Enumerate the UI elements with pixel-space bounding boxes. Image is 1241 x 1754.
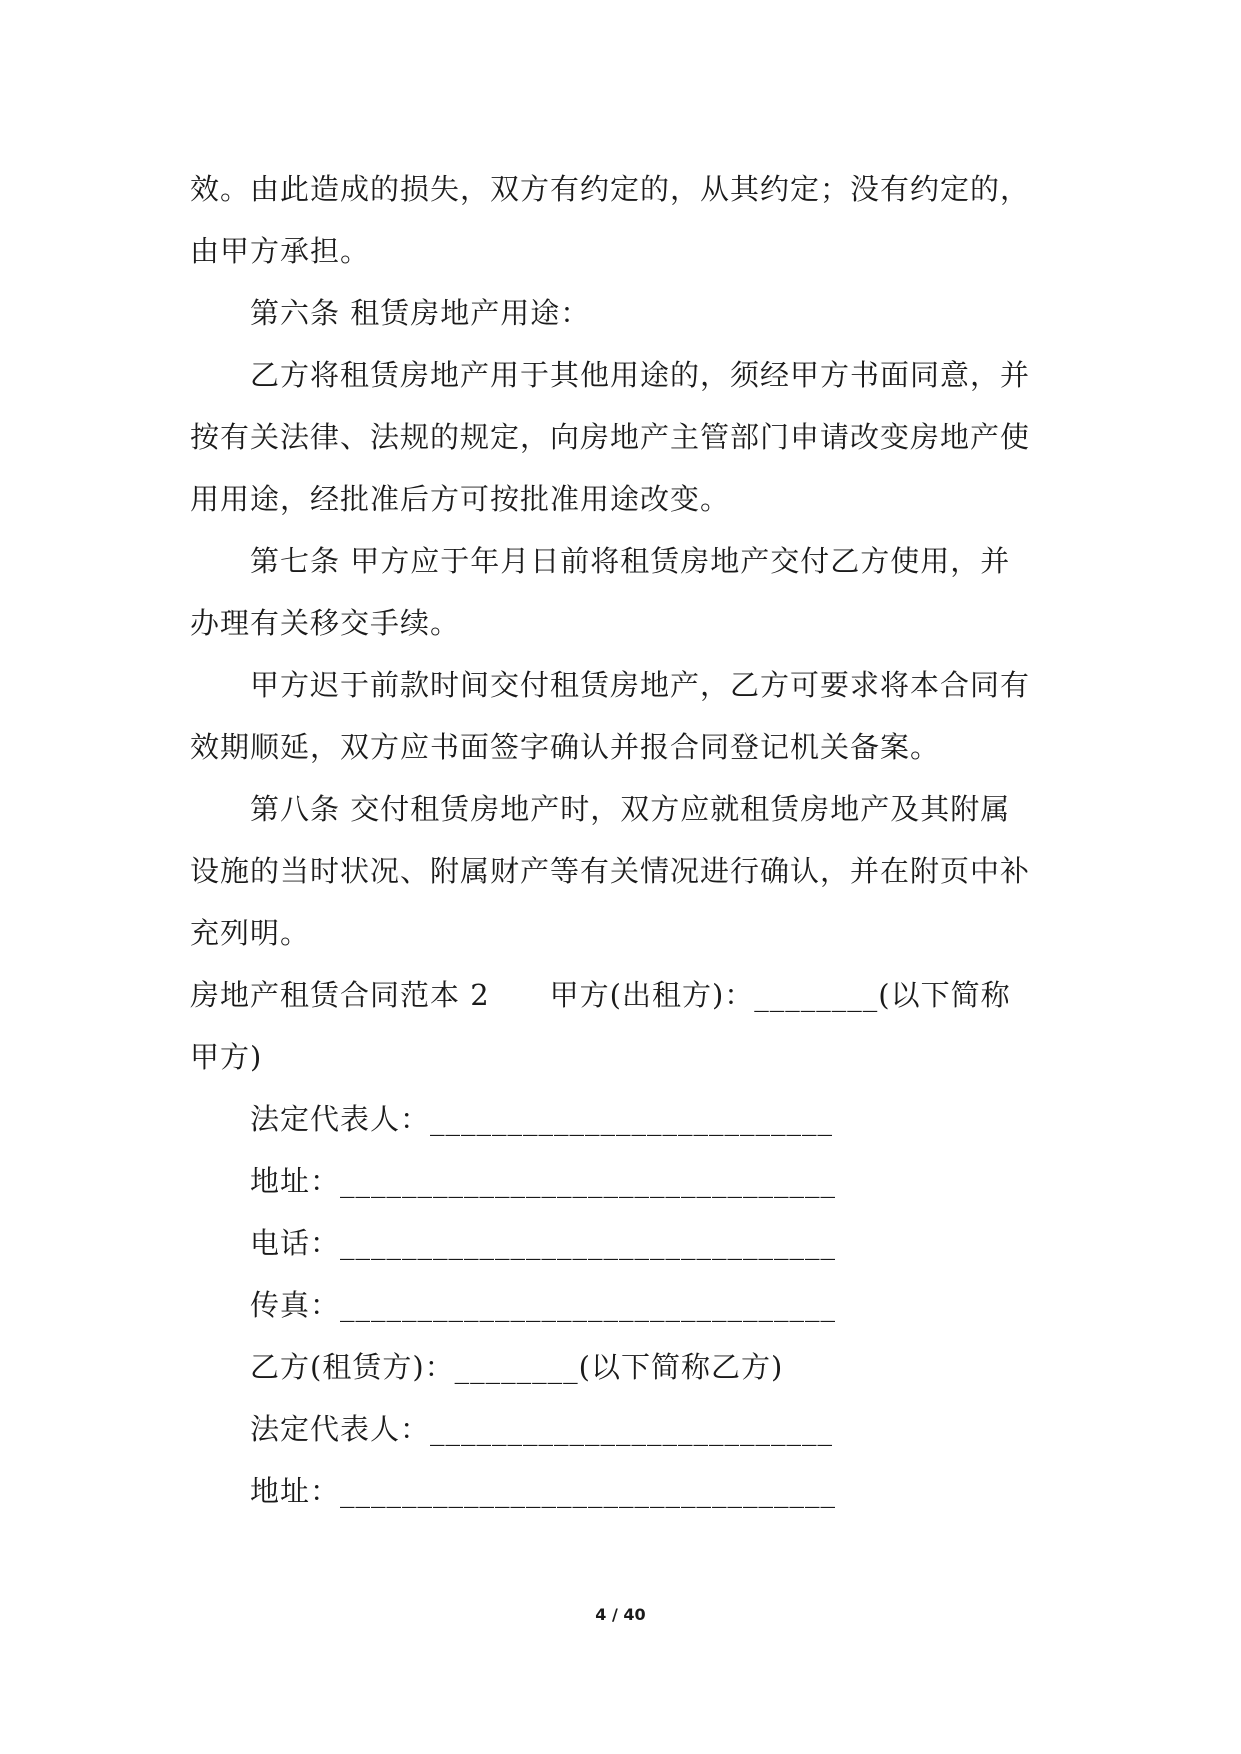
paragraph-line: 效。由此造成的损失，双方有约定的，从其约定；没有约定的， bbox=[190, 172, 1031, 206]
paragraph-line: 甲方) bbox=[190, 1040, 263, 1074]
paragraph-line: 设施的当时状况、附属财产等有关情况进行确认，并在附页中补 bbox=[190, 854, 1031, 888]
form-field-legal-representative: 法定代表人：__________________________ bbox=[250, 1412, 834, 1446]
contract-title-line: 房地产租赁合同范本 2 甲方(出租方)：________(以下简称 bbox=[190, 978, 1011, 1012]
article-heading: 第八条 交付租赁房地产时，双方应就租赁房地产及其附属 bbox=[250, 792, 1011, 826]
document-body bbox=[190, 158, 1050, 1522]
form-field-address: 地址：________________________________ bbox=[250, 1474, 837, 1508]
form-field-legal-representative: 法定代表人：__________________________ bbox=[250, 1102, 834, 1136]
paragraph-line: 乙方将租赁房地产用于其他用途的，须经甲方书面同意，并 bbox=[250, 358, 1031, 392]
article-heading: 第七条 甲方应于年月日前将租赁房地产交付乙方使用，并 bbox=[250, 544, 1011, 578]
form-field-address: 地址：________________________________ bbox=[250, 1164, 837, 1198]
article-heading: 第六条 租赁房地产用途： bbox=[250, 296, 591, 330]
paragraph-line: 充列明。 bbox=[190, 916, 311, 950]
form-field-phone: 电话：________________________________ bbox=[250, 1226, 837, 1260]
paragraph-line: 用用途，经批准后方可按批准用途改变。 bbox=[190, 482, 731, 516]
paragraph-line: 办理有关移交手续。 bbox=[190, 606, 461, 640]
paragraph-line: 按有关法律、法规的规定，向房地产主管部门申请改变房地产使 bbox=[190, 420, 1031, 454]
form-field-fax: 传真：________________________________ bbox=[250, 1288, 837, 1322]
paragraph-line: 由甲方承担。 bbox=[190, 234, 371, 268]
paragraph-line: 效期顺延，双方应书面签字确认并报合同登记机关备案。 bbox=[190, 730, 941, 764]
form-field-party-b: 乙方(租赁方)：________(以下简称乙方) bbox=[250, 1350, 784, 1384]
paragraph-line: 甲方迟于前款时间交付租赁房地产，乙方可要求将本合同有 bbox=[250, 668, 1031, 702]
page-number: 4 / 40 bbox=[595, 1605, 646, 1624]
